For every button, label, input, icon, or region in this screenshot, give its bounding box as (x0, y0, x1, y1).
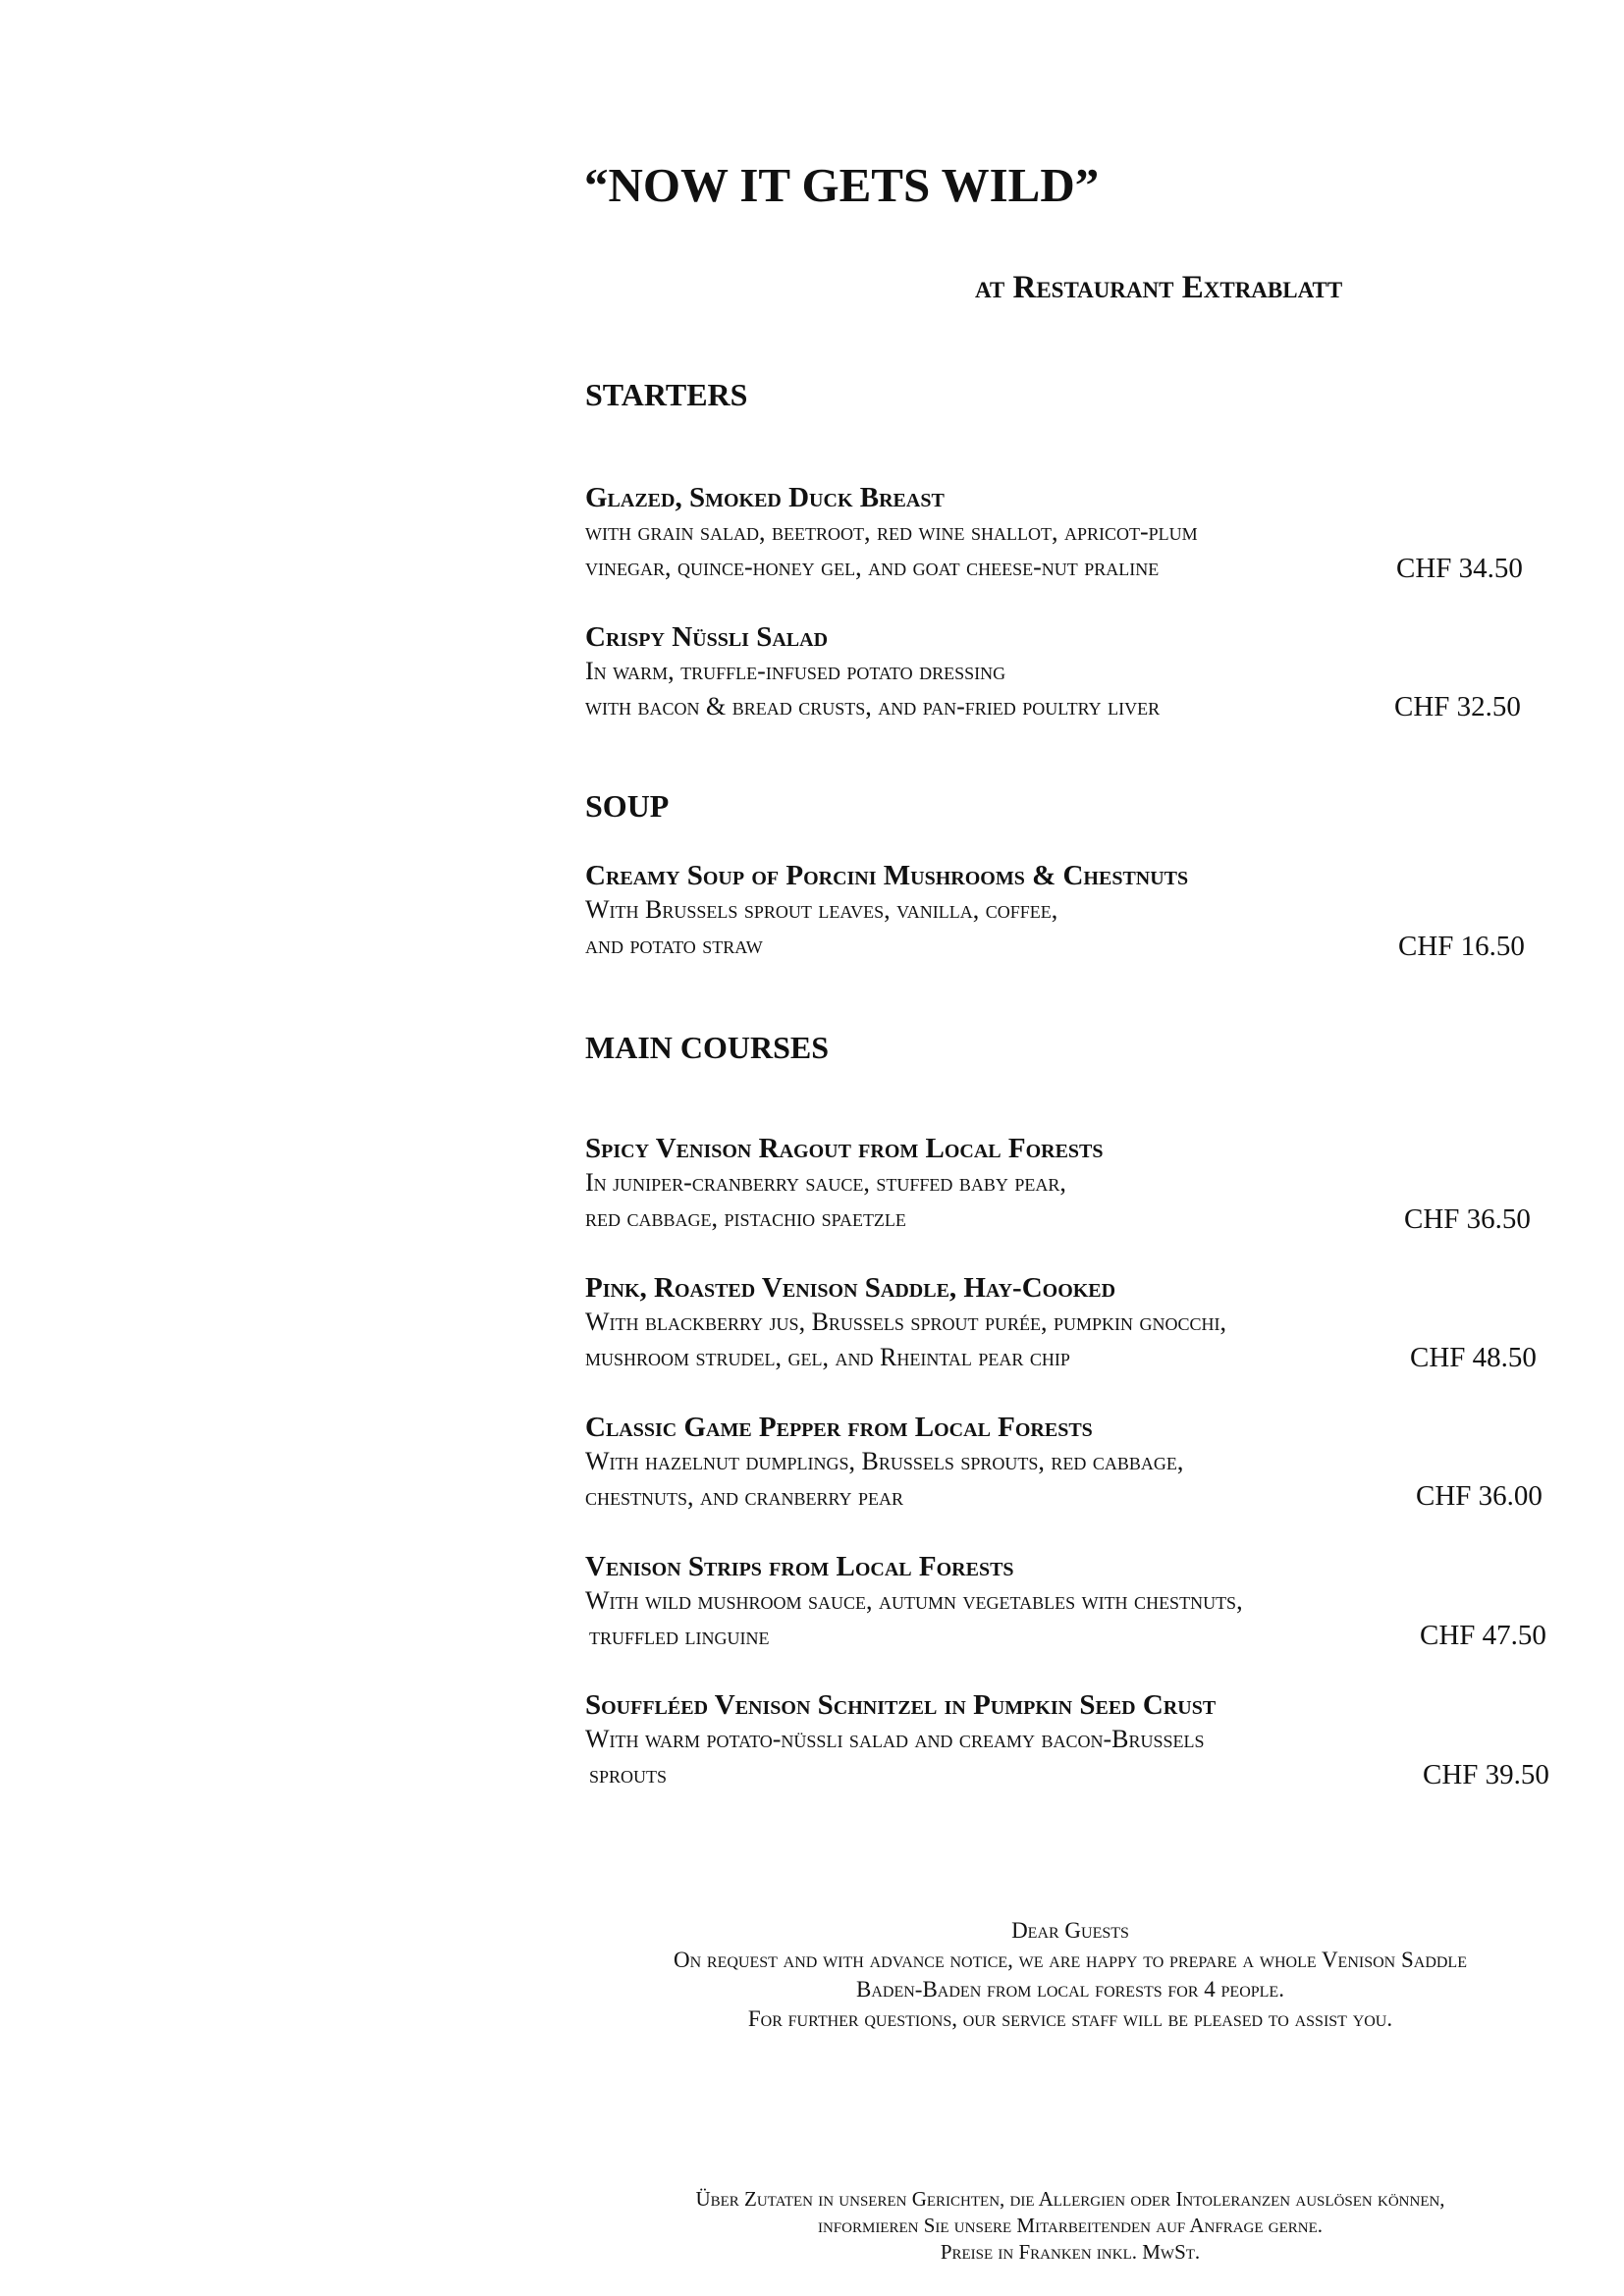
menu-item (585, 1688, 1216, 1792)
dish-description: truffled linguine (589, 1622, 770, 1650)
menu-item (585, 1550, 1243, 1654)
dish-price: CHF 36.50 (1404, 1203, 1531, 1235)
dish-name: Classic Game Pepper from Local Forests (585, 1412, 1093, 1443)
guest-note (530, 1916, 1610, 2034)
guest-note-line: Dear Guests (1011, 1918, 1129, 1943)
dish-description: sprouts (589, 1760, 668, 1789)
dish-price: CHF 34.50 (1396, 553, 1523, 584)
dish-description: With warm potato-nüssli salad and creamy bacon-Brussels (585, 1725, 1205, 1753)
dish-price: CHF 16.50 (1398, 931, 1525, 962)
guest-note-line: For further questions, our service staff will be pleased to assist you. (747, 2006, 1393, 2031)
allergy-note-line: informieren Sie unsere Mitarbeitenden auf Anfrage gerne. (817, 2214, 1324, 2237)
dish-description: and potato straw (585, 931, 763, 959)
dish-name: Spicy Venison Ragout from Local Forests (585, 1133, 1104, 1164)
dish-description: chestnuts, and cranberry pear (585, 1482, 904, 1511)
dish-description: mushroom strudel, gel, and Rheintal pear chip (585, 1343, 1070, 1371)
dish-description: With hazelnut dumplings, Brussels sprouts, red cabbage, (585, 1447, 1184, 1475)
dish-description: with bacon & bread crusts, and pan-fried poultry liver (585, 692, 1161, 721)
menu-item (585, 859, 1188, 963)
dish-price: CHF 36.00 (1416, 1480, 1543, 1512)
dish-description: With Brussels sprout leaves, vanilla, coffee, (585, 895, 1058, 924)
menu-item (585, 1411, 1183, 1515)
dish-price: CHF 32.50 (1394, 691, 1521, 722)
dish-name: Souffléed Venison Schnitzel in Pumpkin Seed Crust (585, 1689, 1217, 1721)
dish-price: CHF 47.50 (1420, 1620, 1546, 1651)
menu-title: “NOW IT GETS WILD” (584, 158, 1100, 212)
section-heading-starters: STARTERS (585, 377, 748, 412)
dish-price: CHF 39.50 (1423, 1759, 1549, 1790)
allergy-note-line: Über Zutaten in unseren Gerichten, die Allergien oder Intoleranzen auslösen können, (695, 2187, 1445, 2211)
dish-price: CHF 48.50 (1410, 1342, 1537, 1373)
menu-item (585, 1271, 1226, 1375)
dish-description: red cabbage, pistachio spaetzle (585, 1203, 906, 1232)
section-heading-main-courses: MAIN COURSES (585, 1030, 830, 1065)
guest-note-line: Baden-Baden from local forests for 4 people. (856, 1977, 1284, 2002)
dish-description: With blackberry jus, Brussels sprout purée, pumpkin gnocchi, (585, 1308, 1226, 1336)
allergy-note (530, 2186, 1610, 2266)
dish-description: In juniper-cranberry sauce, stuffed baby pear, (585, 1168, 1066, 1197)
guest-note-line: On request and with advance notice, we are happy to prepare a whole Venison Saddle (674, 1948, 1467, 1972)
menu-item (585, 620, 1160, 724)
menu-item (585, 481, 1198, 585)
menu-item (585, 1132, 1104, 1236)
dish-description: vinegar, quince-honey gel, and goat cheese-nut praline (585, 553, 1160, 581)
dish-name: Crispy Nüssli Salad (585, 621, 829, 653)
dish-name: Creamy Soup of Porcini Mushrooms & Chestnuts (585, 860, 1189, 891)
dish-name: Venison Strips from Local Forests (585, 1551, 1014, 1582)
dish-name: Glazed, Smoked Duck Breast (585, 482, 945, 513)
dish-description: With wild mushroom sauce, autumn vegetables with chestnuts, (585, 1586, 1243, 1615)
menu-subtitle: at Restaurant Extrablatt (975, 270, 1343, 305)
dish-description: with grain salad, beetroot, red wine shallot, apricot-plum (585, 517, 1198, 546)
dish-name: Pink, Roasted Venison Saddle, Hay-Cooked (585, 1272, 1116, 1304)
section-heading-soup: SOUP (585, 788, 670, 824)
dish-description: In warm, truffle-infused potato dressing (585, 657, 1006, 685)
allergy-note-line: Preise in Franken inkl. MwSt. (940, 2240, 1201, 2264)
